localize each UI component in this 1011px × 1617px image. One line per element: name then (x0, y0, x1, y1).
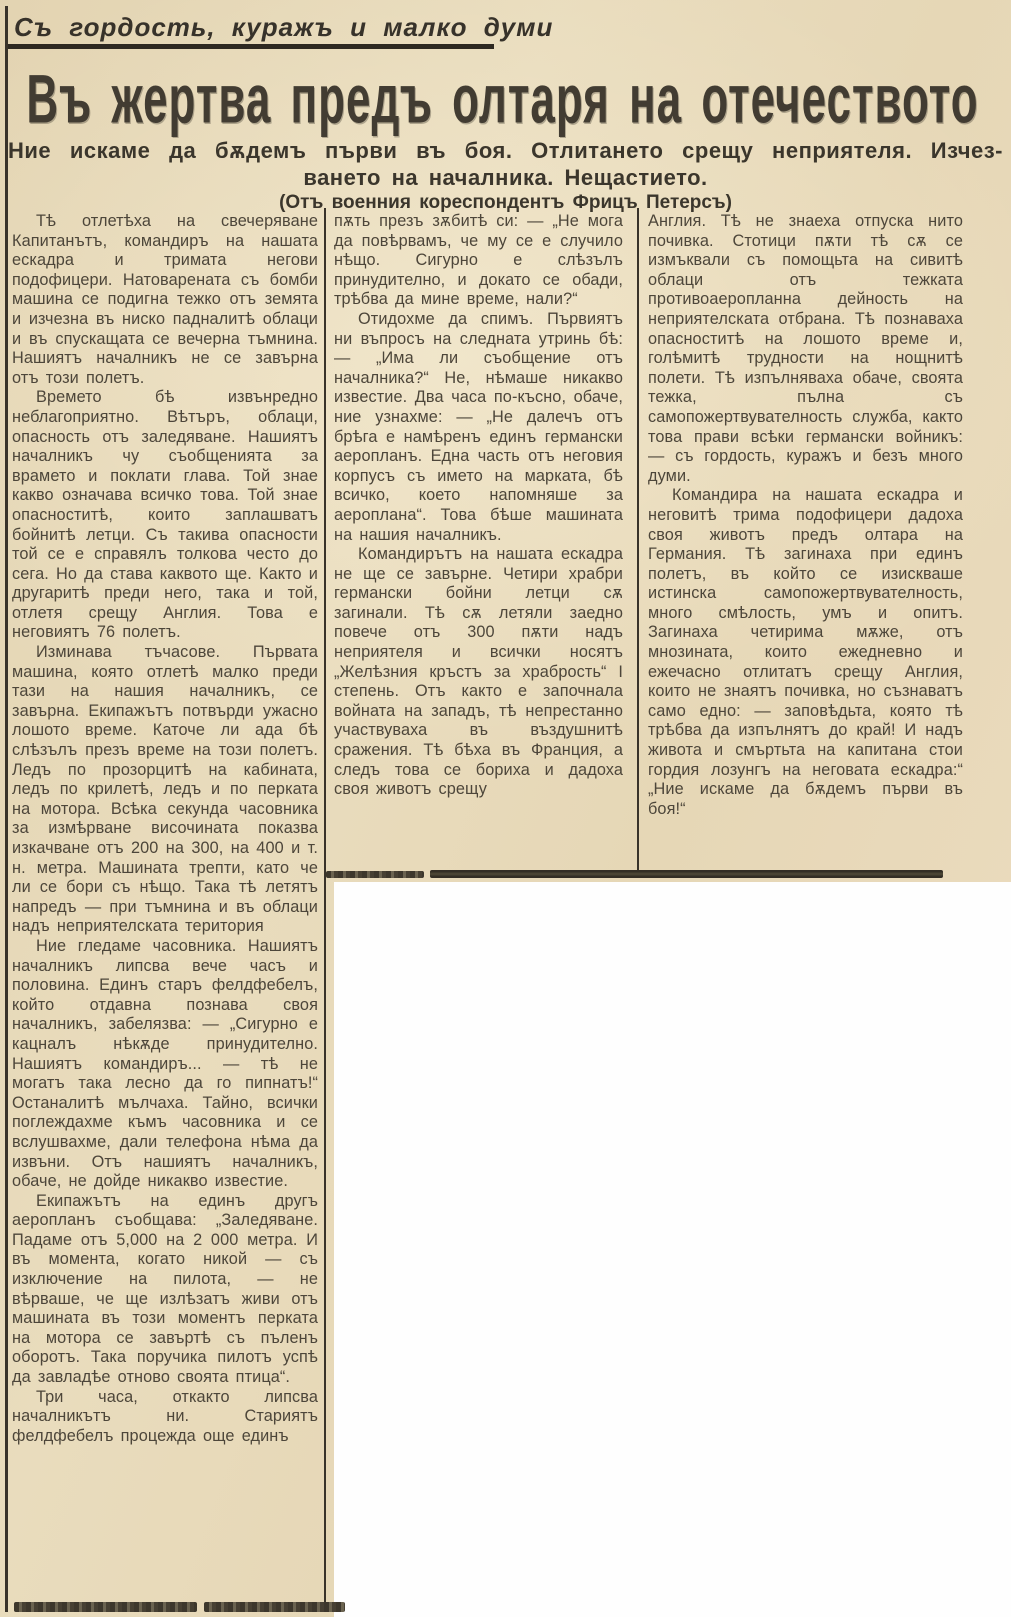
paragraph: Англия. Тѣ не знаеха отпуска нито почивка. Стотици пѫти тѣ сѫ се измъквали съ помощьта на сивитѣ облаци отъ тежката противоаеропланна дейность на неприятелската отбрана. Тѣ познаваха опасноститѣ на лошото време и, голѣмитѣ трудности на нощнитѣ полети. Тѣ изпълняваха обаче, своята тежка, пълна съ самопожертвувателность служба, както това прави всѣки германски войникъ: — съ гордость, куражъ и безъ много думи. (648, 212, 963, 485)
paragraph: Тѣ отлетѣха на свечеряване Капитанътъ, командиръ на нашата ескадра и тримата негови подофицери. Натоварената съ бомби машина се подигна тежко отъ земята и изчезна въ ниско падналитѣ облаци и въ спускащата се вечерна тъмнина. Нашиятъ началникъ не се завърна отъ този полетъ. (12, 212, 318, 387)
paragraph: Ние гледаме часовника. Нашиятъ началникъ липсва вече часъ и половина. Единъ старъ фелдфебелъ, който отдавна познава своя началникъ, забелязва: — „Сигурно е кацналъ нѣкѫде принудително. Нашиятъ командиръ... — тѣ не могатъ така лесно да го пипнатъ!“ Останалитѣ мълчаха. Тайно, всички поглеждахме къмъ часовника и се вслушвахме, дали телефона нѣма да извъни. Отъ нашиятъ началникъ, обаче, не дойде никакво известие. (12, 936, 318, 1191)
byline: (Отъ военния кореспондентъ Фрицъ Петерсъ) (279, 192, 732, 213)
paragraph: Три часа, откакто липсва началникътъ ни. Стариятъ фелдфебелъ процежда още единъ (12, 1387, 318, 1445)
paragraph: Отидохме да спимъ. Първиятъ ни въпросъ на следната утринь бѣ: — „Има ли съобщение отъ началника?“ Не, нѣмаше никакво известие. Два часа по-късно, обаче, ние узнахме: — „Не далечъ отъ брѣга е намѣренъ единъ германски аеропланъ. Една часть отъ неговия корпусъ съ името на марката, бѣ всичко, което напомняше за аероплана“. Това бѣше машината на нашия началникъ. (334, 309, 623, 544)
paragraph: пѫть презъ зѫбитѣ си: — „Не мога да повѣрвамъ, че му се е случило нѣщо. Сигурно е слѣзълъ принудително, и докато се обади, трѣбва да мине време, нали?“ (334, 212, 623, 309)
subhead-line-1: Ние искаме да бѫдемъ първи въ боя. Отлитането срещу неприятеля. Изчез- (8, 138, 1003, 163)
article-column-3 (648, 212, 963, 872)
page-left-border (5, 6, 8, 1612)
column-divider-1 (324, 208, 326, 1612)
article-column-2 (334, 212, 623, 872)
paragraph: Изминава тъчасове. Първата машина, която отлетѣ малко преди тази на нашия началникъ, се завърна. Екипажътъ потвърди ужасно лошото време. Каточе ли ада бѣ слѣзълъ презъ време на този полетъ. Ледъ по прозорцитѣ на кабината, ледъ по крилетѣ, ледъ и по перката на мотора. Всѣка секунда часовника за измѣрване височината показва изкачване отъ 200 на 300, на 400 и т. н. метра. Машината трепти, като че ли се бори съ нѣщо. Така тѣ летятъ напредъ — при тъмнина и въ облаци надъ неприятелската територия (12, 643, 318, 936)
headline: Въ жертва предъ олтаря на отечеството (26, 62, 979, 138)
kicker-underline-rule (8, 44, 494, 49)
decorative-bar-bottom-left (14, 1602, 197, 1612)
decorative-bar-middle (430, 870, 943, 878)
blank-scan-area (334, 882, 1011, 1617)
column-divider-2 (637, 208, 639, 870)
kicker: Съ гордость, куражъ и малко думи (14, 12, 554, 42)
paragraph: Командирътъ на нашата ескадра не ще се завърне. Четири храбри германски бойни летци сѫ загинали. Тѣ сѫ летяли заедно повече отъ 300 пѫти надъ неприятеля и всички носятъ „Желѣзния кръстъ за храбрость“ I степень. Отъ както е започнала войната на западъ, тѣ непрестанно участвуваха въ въздушнитѣ сражения. Тѣ бѣха въ Франция, а следъ това се бориха и дадоха своя животъ срещу (334, 545, 623, 799)
paragraph: Екипажътъ на единъ другъ аеропланъ съобщава: „Заледяване. Падаме отъ 5,000 на 2 000 метра. И въ момента, когато никой — съ изключение на пилота, — не вѣрваше, че ще излѣзатъ живи отъ машината въ този моментъ перката на мотора се завъртѣ съ пъленъ оборотъ. Така поручика пилотъ успѣ да завладѣе отново своята птица“. (12, 1191, 318, 1387)
paragraph: Командира на нашата ескадра и неговитѣ трима подофицери дадоха своя животъ предъ олтара на Германия. Тѣ загинаха при единъ полетъ, въ който се изискваше истинска самопожертвувателность, много смѣлость, умъ и опитъ. Загинаха четирима мѫже, отъ мнозината, които ежедневно и ежечасно отлитатъ срещу Англия, които не знаятъ почивка, но съзнаватъ само едно: — заповѣдьта, която тѣ трѣбва да изпълнятъ до край! И надъ живота и смъртьта на капитана стои гордия лозунгъ на неговата ескадра:“ „Ние искаме да бѫдемъ първи въ боя!“ (648, 486, 963, 818)
subhead-line-2: ването на началника. Нещастието. (303, 165, 708, 190)
decorative-bar-bottom-right (204, 1602, 345, 1612)
article-column-1 (12, 212, 318, 1604)
decorative-bar-middle-left (326, 871, 424, 878)
paragraph: Времето бѣ извънредно неблагоприятно. Вѣтъръ, облаци, опасность отъ заледяване. Нашиятъ началникъ чу съобщенията за врамето и поклати глава. Той знае какво означава всичко това. Той знае опасноститѣ, които заплашватъ бойнитѣ летци. Съ такива опасности той се е справялъ толкова често до сега. Но да става каквото ще. Както и другаритѣ преди него, така и той, отлетя срещу Англия. Това е неговиятъ 76 полетъ. (12, 388, 318, 642)
